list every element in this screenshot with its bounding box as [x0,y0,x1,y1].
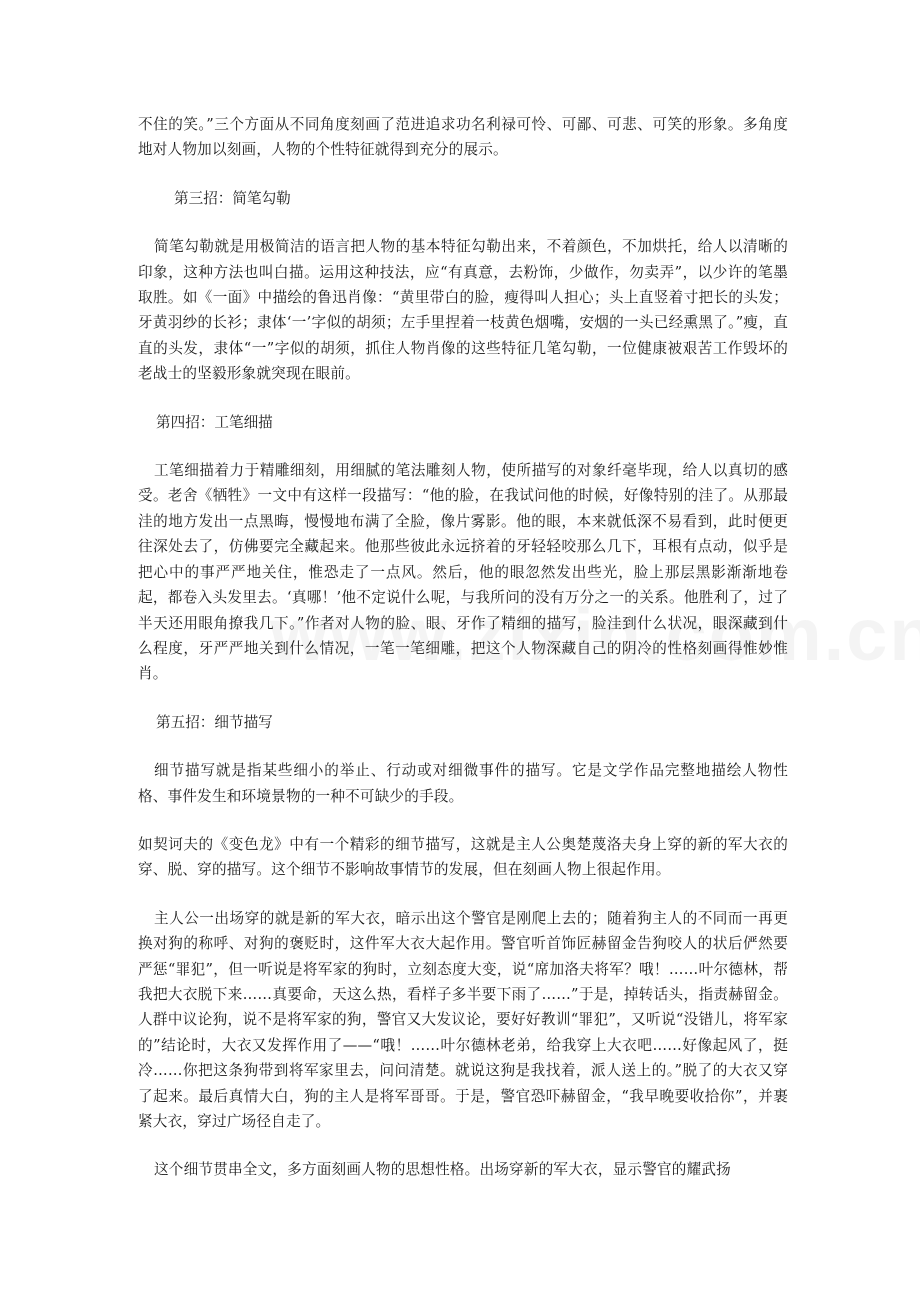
paragraph-detail-conclusion: 这个细节贯串全文，多方面刻画人物的思想性格。出场穿新的军大衣，显示警官的耀武扬 [154,1161,731,1179]
section-heading-5: 第五招：细节描写 [156,713,273,731]
paragraph-fine-detail: 工笔细描着力于精雕细刻，用细腻的笔法雕刻人物，使所描写的对象纤毫毕现，给人以真切的感受。老舍《牺牲》一文中有这样一段描写：“他的脸，在我试问他的时候，好像特别的洼了。从那最洼的地方发出一点黑晦，慢慢地布满了全脸，像片雾影。他的眼，本来就低深不易看到，此时便更往深处去了，仿佛要完全藏起来。他那些彼此永远挤着的牙轻轻咬那么几下，耳根有点动，似乎是把心中的事严严地关住，惟恐走了一点风。然后，他的眼忽然发出些光，脸上那层黑影渐渐地卷起，都卷入头发里去。‘真哪！’他不定说什么呢，与我所问的没有万分之一的关系。他胜利了，过了半天还用眼角撩我几下。”作者对人物的脸、眼、牙作了精细的描写，脸洼到什么状况，眼深藏到什么程度，牙严严地关到什么情况，一笔一笔细雕，把这个人物深藏自己的阴冷的性格刻画得惟妙惟肖。 [138,462,788,683]
paragraph-chameleon-coat: 主人公一出场穿的就是新的军大衣，暗示出这个警官是刚爬上去的；随着狗主人的不同而一再更换对狗的称呼、对狗的褒贬时，这件军大衣大起作用。警官听首饰匠赫留金告狗咬人的状后俨然要严惩“罪犯”，但一听说是将军家的狗时，立刻态度大变，说“席加洛夫将军？哦！……叶尔德林，帮我把大衣脱下来……真要命，天这么热，看样子多半要下雨了……”于是，掉转话头，指责赫留金。人群中议论狗，说不是将军家的狗，警官又大发议论，要好好教训“罪犯”，又听说“没错儿，将军家的”结论时，大衣又发挥作用了——“哦！……叶尔德林老弟，给我穿上大衣吧……好像起风了，挺冷……你把这条狗带到将军家里去，问问清楚。就说这狗是我找着，派人送上的。”脱了的大衣又穿了起来。最后真情大白，狗的主人是将军哥哥。于是，警官恐吓赫留金，“我早晚要收拾你”，并裹紧大衣，穿过广场径自走了。 [138,909,788,1130]
paragraph-chameleon-intro: 如契诃夫的《变色龙》中有一个精彩的细节描写，这就是主人公奥楚蔑洛夫身上穿的新的军大衣的穿、脱、穿的描写。这个细节不影响故事情节的发展，但在刻画人物上很起作用。 [138,835,788,879]
paragraph-simple-sketch: 简笔勾勒就是用极简洁的语言把人物的基本特征勾勒出来，不着颜色，不加烘托，给人以清晰的印象，这种方法也叫白描。运用这种技法，应“有真意，去粉饰，少做作，勿卖弄”，以少许的笔墨取胜。如《一面》中描绘的鲁迅肖像：“黄里带白的脸，瘦得叫人担心；头上直竖着寸把长的头发；牙黄羽纱的长衫；隶体‘一’字似的胡须；左手里捏着一枝黄色烟嘴，安烟的一头已经熏黑了。”瘦，直直的头发，隶体“一”字似的胡须，抓住人物肖像的这些特征几笔勾勒，一位健康被艰苦工作毁坏的老战士的坚毅形象就突现在眼前。 [138,238,788,383]
paragraph-detail-definition: 细节描写就是指某些细小的举止、行动或对细微事件的描写。它是文学作品完整地描绘人物性格、事件发生和环境景物的一种不可缺少的手段。 [138,762,788,805]
document-page [138,112,788,1206]
section-heading-3: 第三招：简笔勾勒 [174,189,291,207]
paragraph-portrait-summary: 不住的笑。”三个方面从不同角度刻画了范进追求功名利禄可怜、可鄙、可悲、可笑的形象。多角度地对人物加以刻画，人物的个性特征就得到充分的展示。 [138,116,788,159]
section-heading-4: 第四招：工笔细描 [156,413,273,431]
